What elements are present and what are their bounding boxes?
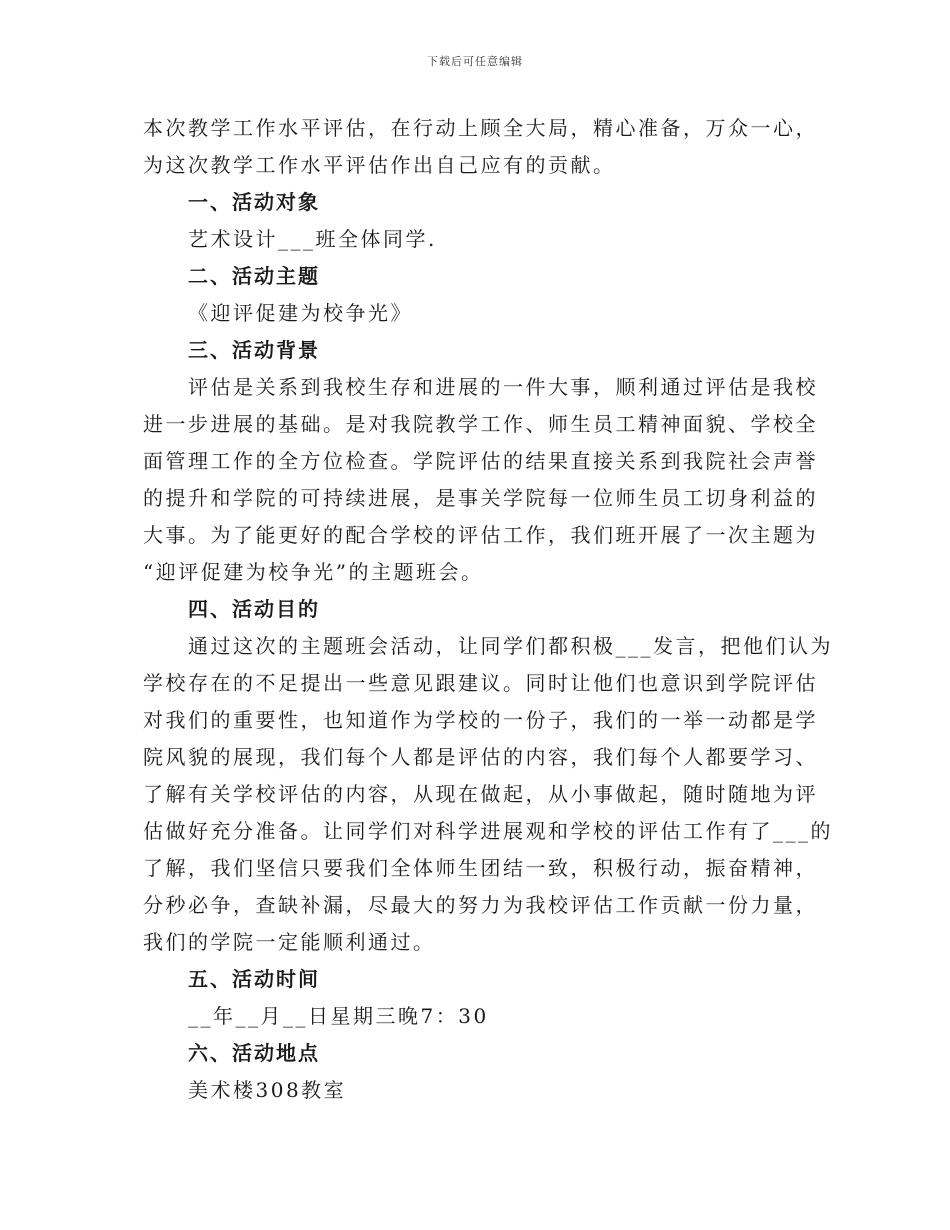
section-heading-theme: 二、活动主题 [188,264,320,288]
paragraph-line: 学校存在的不足提出一些意见跟建议。同时让他们也意识到学院评估 [143,671,818,695]
paragraph-line: 面管理工作的全方位检查。学院评估的结果直接关系到我院社会声誉 [143,449,818,473]
paragraph-line: 大事。为了能更好的配合学校的评估工作，我们班开展了一次主题为 [143,523,818,547]
paragraph-line: 对我们的重要性，也知道作为学校的一份子，我们的一举一动都是学 [143,708,818,732]
paragraph-line: 我们的学院一定能顺利通过。 [143,930,436,954]
section-text-target: 艺术设计___班全体同学. [188,227,437,251]
paragraph-line: 了解有关学校评估的内容，从现在做起，从小事做起，随时随地为评 [143,782,818,806]
section-heading-location: 六、活动地点 [188,1041,320,1065]
section-heading-background: 三、活动背景 [188,338,320,362]
paragraph-line: 分秒必争，查缺补漏，尽最大的努力为我校评估工作贡献一份力量， [143,893,818,917]
section-heading-target: 一、活动对象 [188,190,320,214]
paragraph-line: 估做好充分准备。让同学们对科学进展观和学校的评估工作有了___的 [143,819,833,843]
section-text-time: __年__月__日星期三晚7：30 [188,1004,489,1028]
section-text-location: 美术楼308教室 [188,1078,347,1102]
intro-line: 本次教学工作水平评估，在行动上顾全大局，精心准备，万众一心， [143,116,818,140]
paragraph-line: 通过这次的主题班会活动，让同学们都积极___发言，把他们认为 [188,634,833,658]
paragraph-line: 院风貌的展现，我们每个人都是评估的内容，我们每个人都要学习、 [143,745,818,769]
section-heading-purpose: 四、活动目的 [188,597,320,621]
paragraph-line: 评估是关系到我校生存和进展的一件大事，顺利通过评估是我校 [188,375,818,399]
section-text-theme: 《迎评促建为校争光》 [188,301,413,325]
page-header-note: 下载后可任意编辑 [427,55,523,68]
paragraph-line: 了解，我们坚信只要我们全体师生团结一致，积极行动，振奋精神， [143,856,818,880]
paragraph-line: “迎评促建为校争光”的主题班会。 [143,560,484,584]
paragraph-line: 进一步进展的基础。是对我院教学工作、师生员工精神面貌、学校全 [143,412,818,436]
section-heading-time: 五、活动时间 [188,967,320,991]
paragraph-line: 的提升和学院的可持续进展，是事关学院每一位师生员工切身利益的 [143,486,818,510]
document-body [143,110,833,1109]
intro-line: 为这次教学工作水平评估作出自己应有的贡献。 [143,153,616,177]
